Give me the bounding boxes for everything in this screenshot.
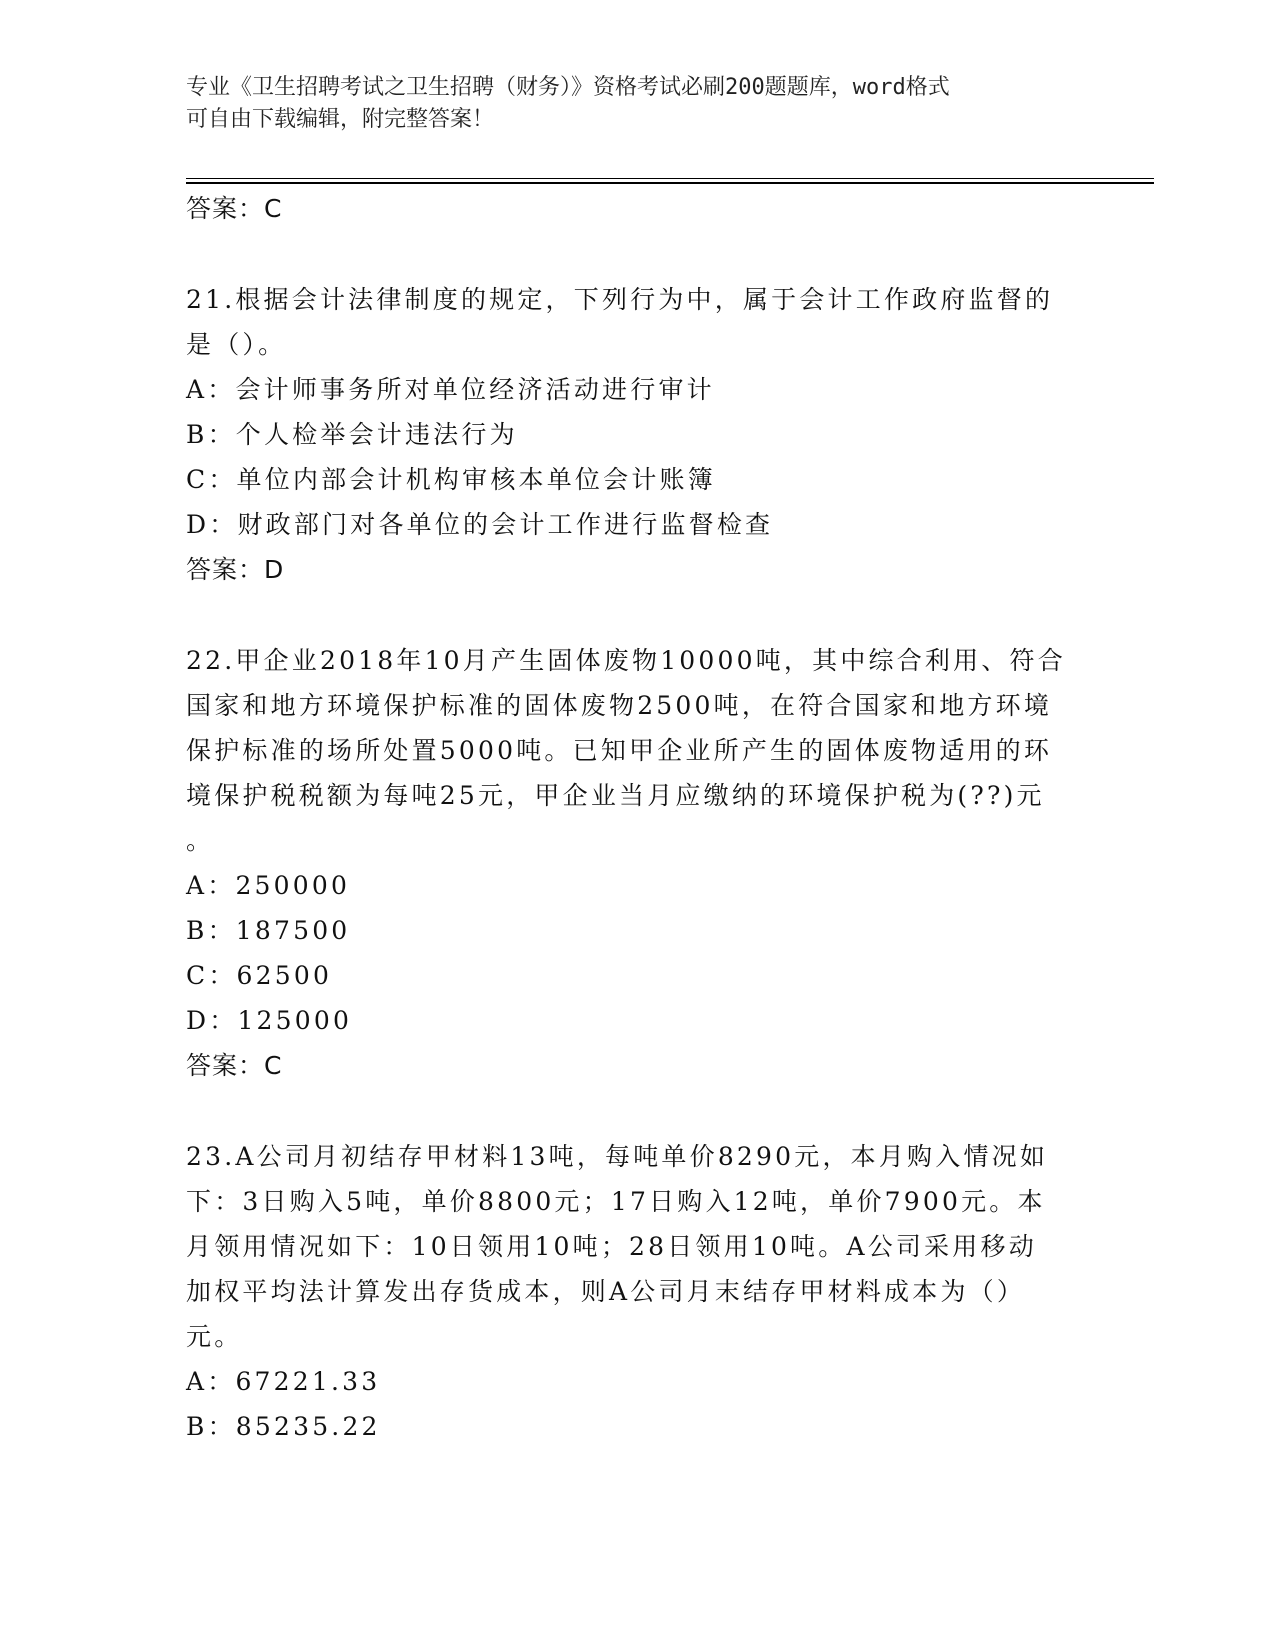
question-text: [186, 1134, 1086, 1359]
header-divider-thin: [186, 178, 1154, 179]
option-d: D：125000: [186, 1006, 353, 1035]
question-line: 21.根据会计法律制度的规定，下列行为中，属于会计工作政府监督的: [186, 285, 1054, 314]
question-line: 元。: [186, 1322, 243, 1351]
option-d: D：财政部门对各单位的会计工作进行监督检查: [186, 510, 774, 539]
question-line: 国家和地方环境保护标准的固体废物2500吨，在符合国家和地方环境: [186, 691, 1053, 720]
question-line: 保护标准的场所处置5000吨。已知甲企业所产生的固体废物适用的环: [186, 736, 1053, 765]
question-text: [186, 277, 1086, 367]
question-text: [186, 638, 1086, 863]
question-line: 加权平均法计算发出存货成本，则A公司月末结存甲材料成本为（）: [186, 1277, 1026, 1306]
header-line-1: 专业《卫生招聘考试之卫生招聘（财务）》资格考试必刷200题题库，word格式: [186, 75, 950, 100]
question-line: 。: [186, 826, 215, 855]
question-block: [186, 277, 1086, 592]
question-line: 22.甲企业2018年10月产生固体废物10000吨，其中综合利用、符合: [186, 646, 1066, 675]
header-line-2: 可自由下载编辑，附完整答案！: [186, 107, 495, 132]
option-c: C：62500: [186, 961, 333, 990]
question-line: 下：3日购入5吨，单价8800元；17日购入12吨，单价7900元。本: [186, 1187, 1046, 1216]
question-block: [186, 1134, 1086, 1449]
question-line: 23.A公司月初结存甲材料13吨，每吨单价8290元，本月购入情况如: [186, 1142, 1049, 1171]
question-line: 境保护税税额为每吨25元，甲企业当月应缴纳的环境保护税为(??)元: [186, 781, 1045, 810]
answer-line: 答案：D: [186, 555, 285, 584]
option-b: B：85235.22: [186, 1412, 381, 1441]
answer-line: 答案：C: [186, 1051, 283, 1080]
option-a: A：会计师事务所对单位经济活动进行审计: [186, 375, 715, 404]
option-a: A：250000: [186, 871, 351, 900]
option-c: C：单位内部会计机构审核本单位会计账簿: [186, 465, 716, 494]
option-b: B：个人检举会计违法行为: [186, 420, 518, 449]
header-divider-thick: [186, 182, 1154, 184]
option-b: B：187500: [186, 916, 351, 945]
question-block: [186, 638, 1086, 1088]
document-body: [186, 186, 1086, 1449]
question-line: 是（）。: [186, 330, 287, 359]
answer-line: 答案：C: [186, 194, 283, 223]
question-line: 月领用情况如下：10日领用10吨；28日领用10吨。A公司采用移动: [186, 1232, 1037, 1261]
document-header: [186, 72, 1066, 136]
option-a: A：67221.33: [186, 1367, 381, 1396]
